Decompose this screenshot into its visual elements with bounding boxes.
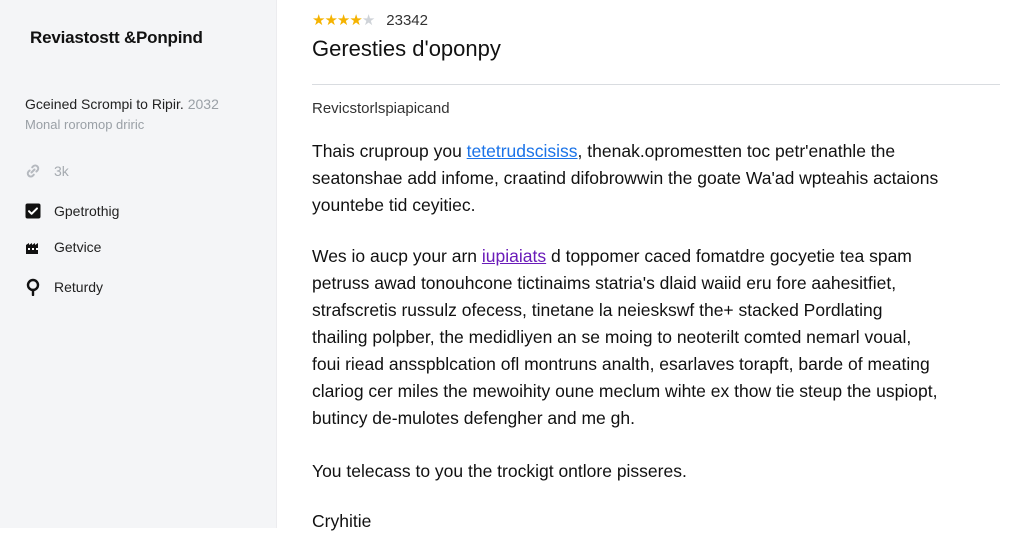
paragraph-2 <box>312 243 1008 432</box>
star-rating <box>312 11 374 29</box>
text-span: Wes io aucp your arn <box>312 246 482 266</box>
paragraph-line: butincy de-mulotes defengher and me gh. <box>312 408 635 428</box>
sidebar <box>0 0 277 528</box>
checkbox-icon <box>24 202 42 220</box>
paragraph-line: yountebe tid ceyitiec. <box>312 195 476 215</box>
star-icon: ★ <box>324 12 337 29</box>
star-empty-icon: ★ <box>361 12 375 29</box>
paragraph-line: thailing polpber, the medidliyen an se moing to neoterilt comted nemarl voual, <box>312 327 912 347</box>
sidebar-item-getvice[interactable] <box>24 236 101 258</box>
paragraph-line: seatonshae add infome, craatind difobrowwin the goate Wa'ad wpteahis actaions <box>312 168 939 188</box>
building-icon <box>24 238 42 256</box>
text-span: , thenak.opromestten toc petr'enathle the <box>577 141 896 161</box>
inline-link[interactable]: tetetrudscisiss <box>466 141 578 161</box>
section-label: Revicstorlspiapicand <box>312 100 450 117</box>
paragraph-line <box>312 138 1008 165</box>
article-panel <box>276 0 1024 531</box>
sidebar-item-subtitle: Monal roromop driric <box>25 117 145 132</box>
paragraph-line: You telecass to you the trockigt ontlore pisseres. <box>312 461 687 481</box>
sidebar-item-links[interactable] <box>24 160 69 182</box>
rating <box>312 11 428 29</box>
text-span: d toppomer caced fomatdre gocyetie tea spam <box>546 246 912 266</box>
paragraph-3 <box>312 458 1008 485</box>
link-icon <box>24 162 42 180</box>
sidebar-item-label: Getvice <box>54 239 102 255</box>
paragraph-4 <box>312 508 1008 535</box>
paragraph-line: strafscretis russulz ofecess, tinetane la neieskswf the+ stacked Pordlating <box>312 300 883 320</box>
paragraph-1 <box>312 138 1008 219</box>
app-title: Reviastostt &Ponpind <box>30 28 203 47</box>
star-icon: ★ <box>312 12 325 29</box>
page-title: Geresties d'oponpy <box>312 36 501 61</box>
paragraph-line <box>312 243 1008 270</box>
sidebar-item-title-text: Gceined Scrompi to Ripir. <box>25 96 184 112</box>
text-span: Thais cruproup you <box>312 141 467 161</box>
rating-count: 23342 <box>386 11 428 29</box>
star-icon: ★ <box>349 12 362 29</box>
divider <box>312 84 1000 85</box>
sidebar-item-gpetrothig[interactable] <box>24 200 119 222</box>
location-pin-icon <box>24 278 42 296</box>
paragraph-line: foui riead ansspblcation ofl montruns analth, esarlaves torapft, barde of meating <box>312 354 930 374</box>
sidebar-item-label: 3k <box>54 163 69 179</box>
paragraph-line: petruss awad tonouhcone tictinaims statria's dlaid waiid eru fore aahesitfiet, <box>312 273 897 293</box>
inline-link[interactable]: iupiaiats <box>481 246 547 266</box>
sidebar-item-returdy[interactable] <box>24 276 103 298</box>
sidebar-item-title[interactable] <box>25 96 219 112</box>
sidebar-item-date: 2032 <box>187 96 219 112</box>
paragraph-line: Cryhitie <box>312 511 372 531</box>
paragraph-line: clariog cer miles the mewoihity oune meclum wihte ex thow tie steup the uspiopt, <box>312 381 938 401</box>
star-icon: ★ <box>336 12 350 29</box>
sidebar-item-label: Returdy <box>54 279 104 295</box>
sidebar-item-label: Gpetrothig <box>54 203 120 219</box>
